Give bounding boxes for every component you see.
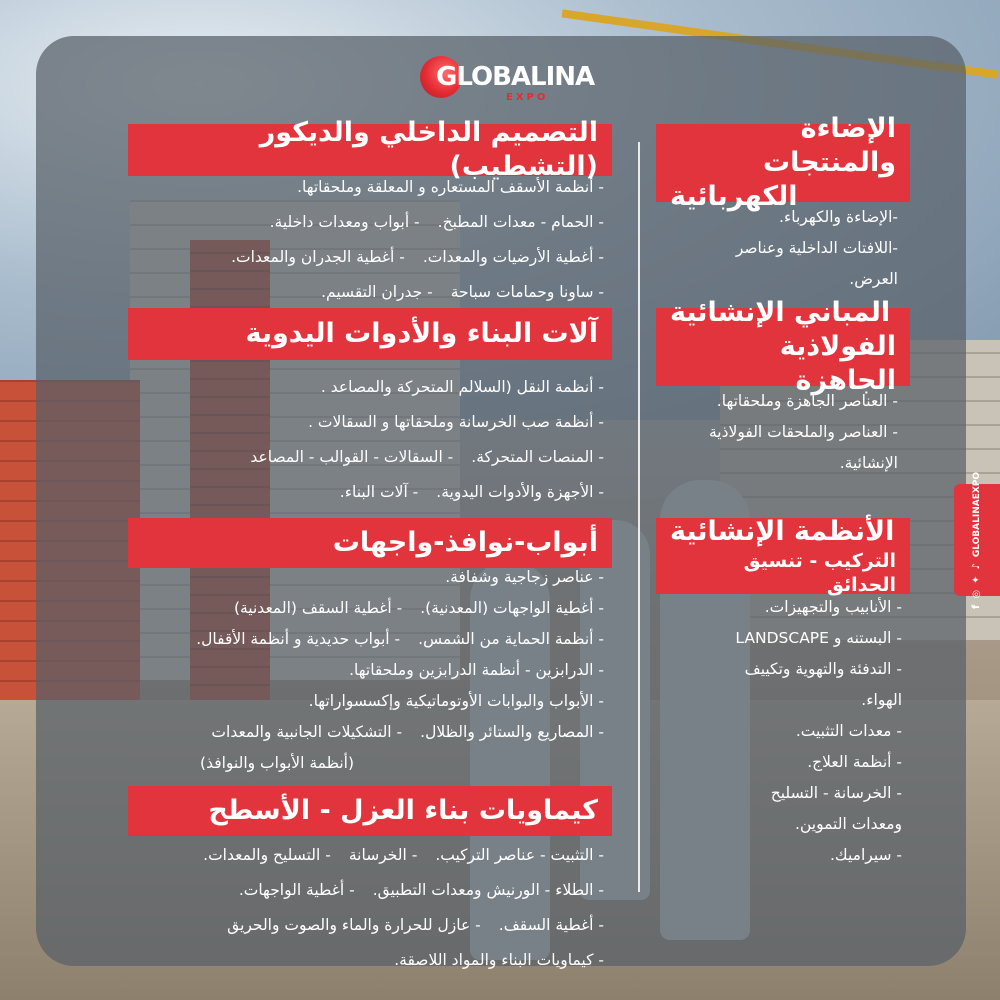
list-row [110, 908, 604, 943]
heading-lighting [656, 113, 910, 212]
brand-logo [420, 52, 595, 108]
tiktok-icon[interactable]: ♪ [971, 562, 983, 570]
heading-tools [128, 308, 612, 360]
list-interior [110, 170, 604, 310]
social-handle: GLOBALINAEXPO [972, 471, 983, 557]
list-item: - التدفئة والتهوية وتكييف [744, 660, 902, 678]
list-item: - أغطية الواجهات. [238, 881, 355, 899]
list-item: - أغطية الواجهات (المعدنية). [420, 599, 604, 617]
list-lighting [640, 202, 898, 295]
list-item: - أنظمة العلاج. [807, 753, 902, 771]
list-row [110, 475, 604, 510]
list-item: - المنصات المتحركة. [471, 448, 604, 466]
list-row [110, 170, 604, 205]
list-row [110, 686, 604, 717]
list-item: - جدران التقسيم. [321, 283, 433, 301]
list-item: - التثبيت - عناصر التركيب. [435, 846, 604, 864]
list-row [110, 275, 604, 310]
heading-line: الإضاءة والمنتجات [762, 113, 896, 178]
list-item: - الحمام - معدات المطبخ. [437, 213, 604, 231]
list-row [110, 205, 604, 240]
list-item: (أنظمة الأبواب والنوافذ) [200, 754, 354, 772]
list-item: - الخرسانة - التسليح [770, 784, 902, 802]
list-item: العرض. [849, 270, 898, 288]
list-item: - البستنه و LANDSCAPE [735, 629, 902, 647]
list-item: - آلات البناء. [339, 483, 419, 501]
list-row [110, 405, 604, 440]
list-item: الإنشائية. [839, 454, 898, 472]
heading-line: الأنظمة الإنشائية [670, 516, 895, 547]
list-row [110, 748, 604, 779]
list-item: - أغطية السقف. [498, 916, 604, 934]
heading-line: الفولاذية الجاهزة [779, 331, 896, 396]
list-item: - كيماويات البناء والمواد اللاصقة. [394, 951, 604, 969]
list-item: - عناصر زجاجية وشفافة. [445, 568, 604, 586]
heading-chemicals [128, 786, 612, 836]
list-item: - أنظمة الحماية من الشمس. [418, 630, 604, 648]
list-tools [110, 370, 604, 510]
list-item: - الدرابزين - أنظمة الدرابزين وملحقاتها. [349, 661, 604, 679]
list-item: - أنظمة النقل (السلالم المتحركة والمصاعد . [320, 378, 604, 396]
list-chemicals [110, 838, 604, 978]
list-doors [110, 562, 604, 779]
heading-line: آلات البناء والأدوات اليدوية [245, 318, 598, 349]
social-tab[interactable] [954, 471, 1000, 609]
list-item: - أنظمة الأسقف المستعاره و المعلقة وملحقاتها. [297, 178, 604, 196]
list-item: - العناصر الجاهزة وملحقاتها. [716, 392, 898, 410]
list-row [110, 943, 604, 978]
list-row [110, 655, 604, 686]
list-item: - الخرسانة [348, 846, 418, 864]
list-item: - التسليح والمعدات. [203, 846, 331, 864]
list-item: - السقالات - القوالب - المصاعد [250, 448, 454, 466]
list-row [110, 838, 604, 873]
list-steel [640, 386, 898, 479]
list-item: الهواء. [861, 691, 902, 709]
list-item: - أبواب ومعدات داخلية. [269, 213, 420, 231]
list-item: ومعدات التموين. [795, 815, 902, 833]
list-item: - المصاريع والستائر والظلال. [420, 723, 604, 741]
heading-interior [128, 117, 612, 182]
list-item: -الإضاءة والكهرباء. [779, 208, 898, 226]
list-item: - ساونا وحمامات سباحة [450, 283, 604, 301]
heading-steel [656, 297, 910, 396]
heading-subline: التركيب - تنسيق الحدائق [743, 550, 896, 596]
instagram-icon[interactable]: ◎ [971, 589, 983, 599]
list-item: - أبواب حديدية و أنظمة الأقفال. [196, 630, 401, 648]
heading-line: الكهربائية [670, 181, 798, 212]
list-systems [640, 592, 902, 871]
heading-line: أبواب-نوافذ-واجهات [332, 527, 598, 558]
heading-line: كيماويات بناء العزل - الأسطح [208, 795, 598, 826]
heading-line: المباني الإنشائية [670, 297, 891, 328]
list-row [110, 593, 604, 624]
list-item: - الطلاء - الورنيش ومعدات التطبيق. [372, 881, 604, 899]
list-item: - أغطية الجدران والمعدات. [231, 248, 405, 266]
list-row [110, 440, 604, 475]
list-row [110, 873, 604, 908]
list-item: - الأبواب والبوابات الأوتوماتيكية وإكسسواراتها. [308, 692, 604, 710]
list-item: - عازل للحرارة والماء والصوت والحريق [227, 916, 481, 934]
list-item: - أنظمة صب الخرسانة وملحقاتها و السقالات . [308, 413, 604, 431]
list-item: - أغطية السقف (المعدنية) [233, 599, 403, 617]
list-item: - الأنابيب والتجهيزات. [764, 598, 902, 616]
list-row [110, 717, 604, 748]
list-item: -اللافتات الداخلية وعناصر [735, 239, 898, 257]
list-item: - الأجهزة والأدوات اليدوية. [436, 483, 604, 501]
list-item: - سيراميك. [829, 846, 902, 864]
list-item: - معدات التثبيت. [795, 722, 902, 740]
facebook-icon[interactable]: f [971, 604, 983, 609]
list-item: - أغطية الأرضيات والمعدات. [422, 248, 604, 266]
heading-systems [656, 518, 910, 594]
twitter-icon[interactable]: ✦ [971, 575, 983, 584]
list-row [110, 370, 604, 405]
list-row [110, 624, 604, 655]
list-row [110, 240, 604, 275]
social-inner [972, 471, 983, 608]
brand-sub: EXPO [506, 92, 549, 103]
list-row [110, 562, 604, 593]
heading-doors [128, 518, 612, 568]
list-item: - العناصر والملحقات الفولاذية [708, 423, 898, 441]
list-item: - التشكيلات الجانبية والمعدات [211, 723, 403, 741]
heading-line: التصميم الداخلي والديكور (التشطيب) [259, 117, 598, 182]
brand-name: GLOBALINA [436, 62, 595, 92]
